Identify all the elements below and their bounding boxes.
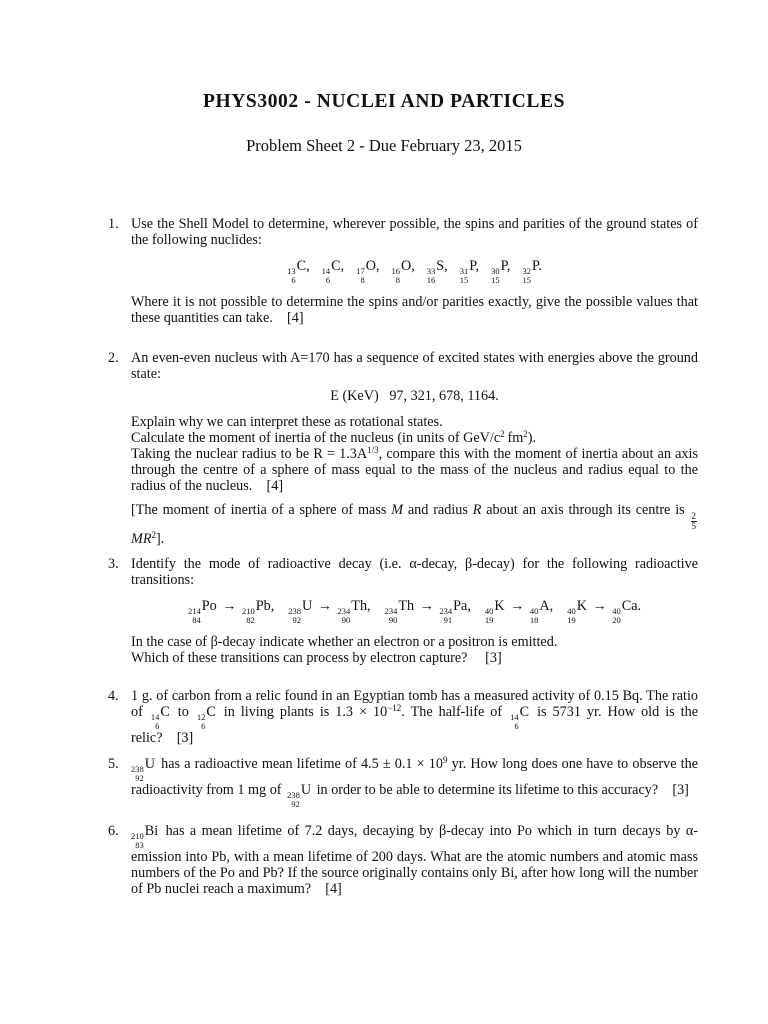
transition (565, 598, 643, 625)
mass-number: 238 (287, 790, 300, 800)
mass-number: 14 (321, 266, 331, 276)
nuclide (567, 598, 587, 624)
transition (286, 598, 372, 625)
nuclide (522, 258, 541, 284)
problem-number: 1. (108, 216, 119, 232)
isotope-numbers (427, 267, 436, 284)
problem-body (131, 556, 698, 666)
atomic-number: 6 (201, 720, 206, 731)
element-symbol: Pa (453, 598, 468, 614)
separator: , (444, 258, 448, 274)
problem-number: 3. (108, 556, 119, 572)
atomic-number: 84 (192, 614, 201, 625)
isotope-numbers (567, 607, 576, 624)
nuclide (197, 704, 216, 730)
problem-line (131, 446, 698, 494)
transition (483, 598, 555, 625)
math-symbol: MR (131, 531, 152, 547)
mass-number: 40 (529, 606, 539, 616)
isotope-numbers (385, 607, 398, 624)
separator: . (637, 598, 642, 614)
mass-number: 14 (150, 712, 160, 722)
element-symbol: Ca (621, 598, 638, 614)
transition (186, 598, 276, 625)
marks: [4] (325, 881, 342, 897)
nuclide (242, 598, 274, 624)
arrow-icon: → (588, 598, 611, 614)
mass-number: 31 (459, 266, 469, 276)
isotope-numbers (338, 607, 351, 624)
marks: [4] (287, 310, 304, 326)
intro-text: α-decay, (409, 556, 465, 572)
mass-number: 16 (391, 266, 400, 276)
separator: , (475, 258, 480, 274)
mass-number: 234 (337, 606, 351, 616)
element-symbol: K (576, 598, 587, 614)
element-symbol: Pb (255, 598, 271, 614)
separator: , (467, 598, 471, 614)
atomic-number: 82 (246, 614, 255, 625)
problem-number: 5. (108, 756, 119, 772)
text: in order to be able to determine its lifetime to this accuracy? (313, 782, 659, 798)
intro-text: ) for the following radioactive transitions: (131, 556, 698, 588)
element-symbol: U (144, 756, 155, 772)
element-symbol: Th (398, 598, 415, 614)
marks: [3] (485, 650, 502, 666)
text: to (171, 704, 195, 720)
atomic-number: 6 (514, 720, 519, 731)
isotope-numbers (288, 607, 301, 624)
unit-text: fm (507, 430, 524, 446)
mass-number: 30 (491, 266, 500, 276)
mass-number: 17 (356, 266, 365, 276)
mass-number: 234 (439, 606, 453, 616)
nuclide (391, 258, 414, 284)
mass-number: 32 (522, 266, 531, 276)
element-symbol: Th (351, 598, 368, 614)
element-symbol: P (531, 258, 539, 274)
mass-number: 40 (612, 606, 621, 616)
problem-outro (131, 294, 698, 326)
nuclide (530, 598, 553, 624)
mass-number: 14 (510, 712, 519, 722)
text: is 5731 yr. How old is the relic? (131, 704, 698, 746)
atomic-number: 15 (522, 274, 531, 285)
superscript: 2 (151, 530, 156, 540)
energy-values: 97, 321, 678, 1164. (389, 388, 499, 404)
nuclide (131, 823, 158, 849)
atomic-number: 6 (155, 720, 160, 731)
text: has a mean lifetime of 7.2 days, decaying by β-decay into Po which in turn decays by α-emission into Pb, with a mean lifetime of 200 days. What are the atomic numbers and atomic mass numbers of the Po and Pb? If the source originally contains only Bi, after how long will the number of Pb nuclei reach a maximum? (131, 823, 698, 897)
document-subtitle: Problem Sheet 2 - Due February 23, 2015 (246, 136, 522, 155)
atomic-number: 15 (459, 274, 469, 285)
nuclide (491, 258, 510, 284)
nuclide (288, 598, 312, 624)
problem-number: 4. (108, 688, 119, 704)
problem-body (131, 756, 698, 808)
problem-intro: Use the Shell Model to determine, wherever possible, the spins and parities of the ground states of the following nuclides: (131, 216, 698, 248)
atomic-number: 92 (135, 772, 144, 783)
mass-number: 214 (187, 606, 201, 616)
isotope-numbers (522, 267, 531, 284)
problem-intro: An even-even nucleus with A=170 has a sequence of excited states with energies above the ground state: (131, 350, 698, 382)
atomic-number: 92 (291, 798, 300, 809)
problem-body (131, 216, 698, 326)
nuclide (338, 598, 371, 624)
atomic-number: 16 (426, 274, 436, 285)
atomic-number: 18 (529, 614, 539, 625)
mass-number: 33 (426, 266, 436, 276)
text: 1 g. of carbon from a relic found in an Egyptian tomb has a measured activity of 0.15 Bq. The ratio of (131, 688, 698, 720)
isotope-numbers (356, 267, 365, 284)
mass-number: 234 (384, 606, 398, 616)
isotope-numbers (485, 607, 494, 624)
atomic-number: 19 (484, 614, 494, 625)
mass-number: 210 (241, 606, 255, 616)
problem-note (131, 502, 698, 547)
text: . The half-life of (401, 704, 509, 720)
problem-number: 6. (108, 823, 119, 839)
line-text: Which of these transitions can process by electron capture? (131, 650, 468, 666)
problem-text (131, 823, 698, 897)
text: in living plants is 1.3 × 10 (217, 704, 388, 720)
nuclide (439, 598, 470, 624)
isotope-numbers (530, 607, 539, 624)
note-text: and radius (403, 502, 473, 518)
arrow-icon: → (506, 598, 528, 614)
isotope-numbers (197, 713, 206, 730)
separator: , (375, 258, 380, 274)
atomic-number: 8 (395, 274, 400, 285)
atomic-number: 83 (135, 839, 144, 850)
atomic-number: 6 (291, 274, 296, 285)
arrow-icon: → (416, 598, 438, 614)
isotope-numbers (510, 713, 519, 730)
arrow-icon: → (314, 598, 336, 614)
superscript: 2 (523, 429, 528, 439)
math-symbol: R (472, 502, 482, 518)
atomic-number: 8 (360, 274, 365, 285)
nuclide (356, 258, 379, 284)
nuclide (287, 258, 310, 284)
nuclide (151, 704, 170, 730)
line-text: ). (527, 430, 537, 446)
isotope-numbers (491, 267, 500, 284)
atomic-number: 19 (567, 614, 576, 625)
isotope-numbers (322, 267, 331, 284)
element-symbol: U (300, 782, 312, 798)
separator: , (340, 258, 345, 274)
fraction-numerator: 2 (691, 511, 696, 521)
arrow-icon: → (218, 598, 240, 614)
isotope-numbers (131, 832, 144, 849)
separator: , (411, 258, 415, 274)
mass-number: 210 (131, 831, 144, 841)
nuclide (385, 598, 415, 624)
isotope-numbers (287, 791, 300, 808)
intro-text: β-decay (464, 556, 511, 572)
element-symbol: O (400, 258, 412, 274)
atomic-number: 91 (443, 614, 453, 625)
isotope-numbers (460, 267, 469, 284)
separator: , (367, 598, 371, 614)
transition-list (131, 598, 698, 624)
superscript: −12 (387, 703, 402, 713)
atomic-number: 90 (341, 614, 351, 625)
element-symbol: C (206, 704, 216, 720)
math-symbol: M (391, 502, 404, 518)
isotope-numbers (287, 267, 296, 284)
separator: , (549, 598, 554, 614)
superscript: 2 (500, 429, 505, 439)
text: yr. How long does one have to observe the radioactivity from 1 mg of (131, 756, 699, 798)
mass-number: 238 (131, 764, 144, 774)
element-symbol: S (436, 258, 445, 274)
element-symbol: Bi (144, 823, 159, 839)
outro-text: Where it is not possible to determine the spins and/or parities exactly, give the possible values that these quantities can take. (131, 294, 698, 326)
element-symbol: U (302, 598, 313, 614)
nuclide (485, 598, 505, 624)
note-text: [The moment of inertia of a sphere of mass (131, 502, 392, 518)
element-symbol: K (494, 598, 505, 614)
isotope-numbers (131, 765, 144, 782)
problem-text (131, 756, 698, 808)
marks: [3] (672, 782, 689, 798)
element-symbol: P (500, 258, 507, 274)
isotope-numbers (391, 267, 400, 284)
nuclide (427, 258, 448, 284)
energy-levels (131, 388, 698, 404)
note-text: ]. (156, 531, 165, 547)
nuclide (287, 782, 311, 808)
atomic-number: 90 (388, 614, 398, 625)
nuclide (188, 598, 217, 624)
line-text: Taking the nuclear radius to be R = 1.3A (131, 446, 368, 462)
mass-number: 40 (567, 606, 576, 616)
separator: , (270, 598, 275, 614)
problem-body (131, 350, 698, 547)
problem-number: 2. (108, 350, 119, 366)
isotope-numbers (242, 607, 255, 624)
text: has a radioactive mean lifetime of 4.5 ± 0.1 × 10 (157, 756, 443, 772)
atomic-number: 6 (325, 274, 331, 285)
problem-body (131, 688, 698, 746)
nuclide (510, 704, 529, 730)
atomic-number: 92 (292, 614, 301, 625)
atomic-number: 20 (612, 614, 621, 625)
isotope-numbers (612, 607, 621, 624)
nuclide (612, 598, 641, 624)
marks: [4] (266, 478, 284, 494)
element-symbol: O (365, 258, 376, 274)
mass-number: 40 (484, 606, 494, 616)
isotope-numbers (188, 607, 201, 624)
problem-line: Explain why we can interpret these as rotational states. (131, 414, 443, 430)
separator: , (306, 258, 310, 274)
transition (383, 598, 473, 625)
line-text: , compare this with the moment of inertia about an axis through the centre of a sphere of mass equal to the mass of the nucleus and radius equal to the radius of the nucleus. (131, 446, 698, 494)
element-symbol: P (469, 258, 476, 274)
nuclide (460, 258, 479, 284)
fraction (691, 512, 698, 531)
separator: . (538, 258, 542, 274)
mass-number: 238 (288, 606, 301, 616)
note-text: about an axis through its centre is (481, 502, 690, 518)
superscript: 9 (443, 755, 448, 765)
fraction-denominator: 5 (691, 521, 696, 531)
element-symbol: C (519, 704, 530, 720)
document-title: PHYS3002 - NUCLEI AND PARTICLES (202, 91, 566, 112)
problem-text (131, 688, 698, 746)
mass-number: 13 (287, 266, 296, 276)
element-symbol: Po (201, 598, 217, 614)
superscript: 1/3 (367, 445, 379, 455)
energy-label: E (KeV) (330, 388, 379, 404)
element-symbol: A (539, 598, 550, 614)
atomic-number: 15 (491, 274, 500, 285)
mass-number: 12 (196, 712, 206, 722)
problem-intro (131, 556, 698, 588)
nuclide (322, 258, 345, 284)
problem-body (131, 823, 698, 897)
line-text: Calculate the moment of inertia of the nucleus (in units of GeV/c (131, 430, 501, 446)
separator: , (506, 258, 511, 274)
element-symbol: C (331, 258, 341, 274)
element-symbol: C (160, 704, 170, 720)
isotope-numbers (439, 607, 452, 624)
marks: [3] (176, 730, 194, 746)
nuclide-list (131, 258, 698, 284)
nuclide (131, 756, 155, 782)
element-symbol: C (296, 258, 307, 274)
problem-line (131, 650, 698, 666)
intro-text: Identify the mode of radioactive decay (i.e. (131, 556, 410, 572)
problem-line: In the case of β-decay indicate whether an electron or a positron is emitted. (131, 634, 558, 650)
isotope-numbers (151, 713, 160, 730)
problem-line (131, 430, 698, 446)
